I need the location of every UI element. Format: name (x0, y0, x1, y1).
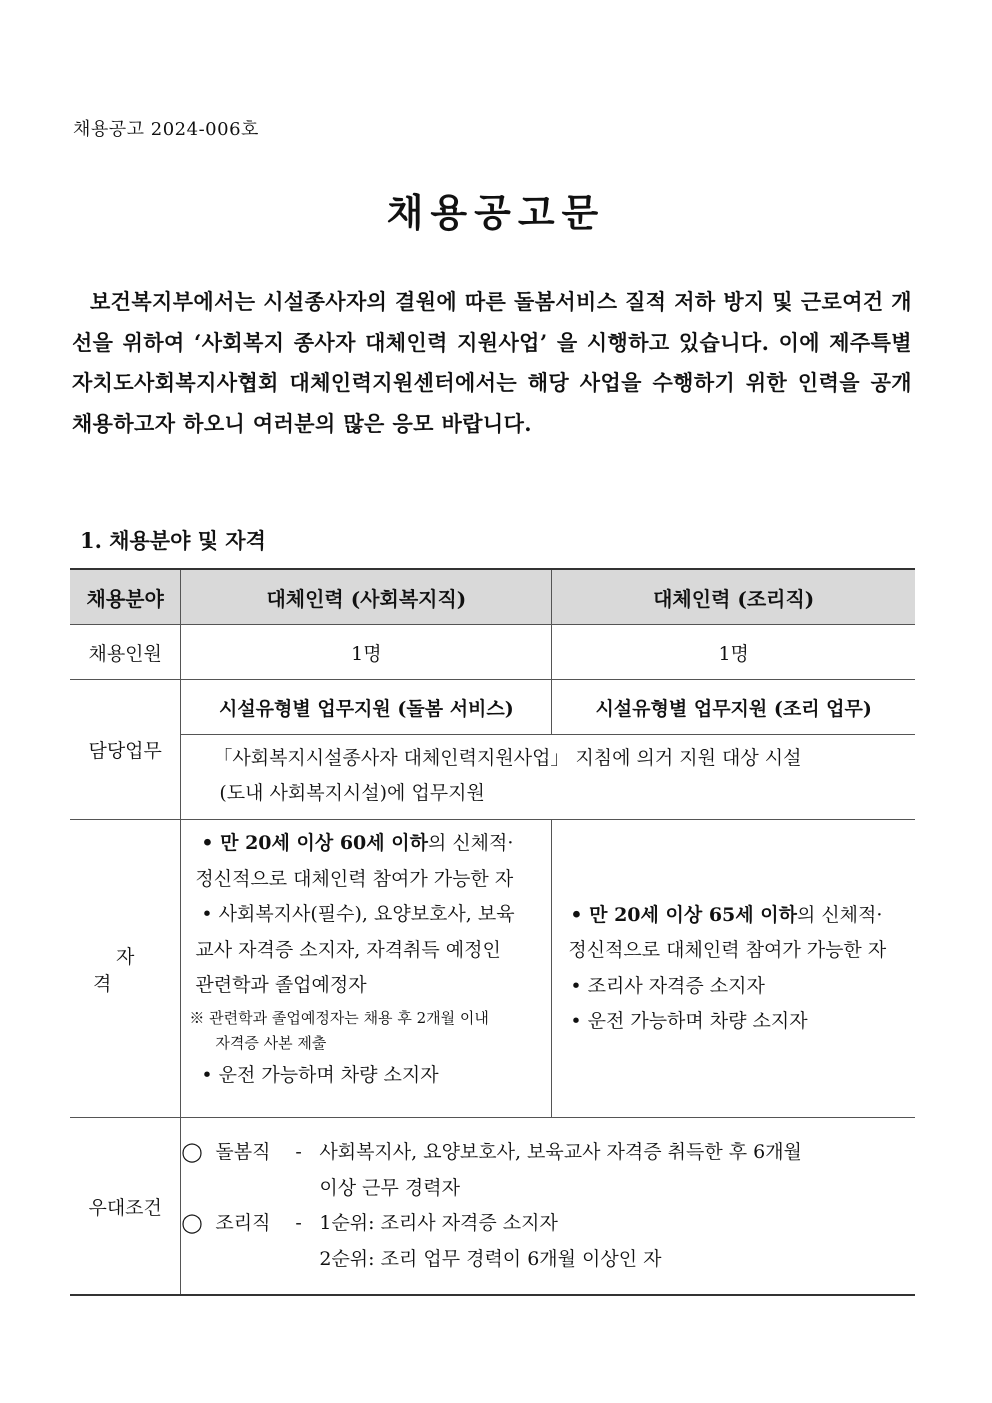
qual-sw-item2-line1: • 사회복지사(필수), 요양보호사, 보육 (201, 903, 515, 925)
duties-description-line1: 「사회복지시설종사자 대체인력지원사업」 지침에 의거 지원 대상 시설 (213, 747, 802, 769)
duties-description-row (70, 735, 915, 820)
notice-number: 채용공고 2024-006호 (73, 119, 259, 140)
qual-cook-item1-line2: 정신적으로 대체인력 참여가 가능한 자 (568, 939, 887, 961)
preference-cook-line2: 2순위: 조리 업무 경력이 6개월 이상인 자 (319, 1247, 662, 1270)
preference-cook (181, 1206, 915, 1277)
qual-sw-note-line1: ※ 관련학과 졸업예정자는 채용 후 2개월 이내 (189, 1008, 489, 1027)
recruitment-table (70, 568, 915, 1296)
qualification-social-welfare (181, 820, 552, 1118)
duties-cook: 시설유형별 업무지원 (조리 업무) (552, 680, 915, 735)
qual-sw-age: • 만 20세 이상 60세 이하 (201, 832, 428, 854)
header-social-welfare: 대체인력 (사회복지직) (181, 569, 552, 625)
duties-description (181, 735, 915, 820)
preference-care-line1: 사회복지사, 요양보호사, 보육교사 자격증 취득한 후 6개월 (319, 1141, 802, 1163)
preference-cook-line1: 1순위: 조리사 자격증 소지자 (319, 1212, 558, 1234)
qualification-cook (552, 820, 915, 1118)
header-label: 채용분야 (70, 569, 181, 625)
table-header-row (70, 569, 915, 625)
qual-sw-note (189, 1006, 543, 1056)
intro-paragraph (72, 282, 912, 444)
qualification-row (70, 820, 915, 1118)
qual-sw-item3: • 운전 가능하며 차량 소지자 (201, 1063, 439, 1086)
preference-care-dash: - (295, 1141, 302, 1163)
qual-sw-item1 (195, 826, 543, 862)
qual-cook-age: • 만 20세 이상 65세 이하 (570, 903, 797, 926)
preference-care-content (319, 1135, 915, 1206)
section-heading-recruit: 1. 채용분야 및 자격 (80, 528, 266, 553)
preference-cook-dash: - (295, 1212, 302, 1234)
qual-cook-item1 (568, 898, 907, 934)
qual-cook-item3: • 운전 가능하며 차량 소지자 (570, 1010, 808, 1032)
preference-care-term: 돌봄직 (215, 1141, 271, 1163)
preference-row (70, 1118, 915, 1296)
preference-label: 우대조건 (70, 1118, 181, 1296)
qualification-label-text: 자 격 (93, 945, 181, 995)
circle-bullet-icon: ◯ (181, 1212, 203, 1234)
duties-social-welfare: 시설유형별 업무지원 (돌봄 서비스) (181, 680, 552, 735)
qualification-label (70, 820, 181, 1118)
qual-sw-item2-line2: 교사 자격증 소지자, 자격취득 예정인 (195, 938, 501, 961)
preference-care-line2: 이상 근무 경력자 (319, 1176, 460, 1199)
qual-sw-age-rest: 의 신체적· (427, 832, 514, 854)
headcount-label: 채용인원 (70, 625, 181, 680)
headcount-row (70, 625, 915, 680)
duties-head-row (70, 680, 915, 735)
headcount-cook: 1명 (552, 625, 915, 680)
duties-description-line2: (도내 사회복지시설)에 업무지원 (219, 782, 485, 804)
page-title: 채용공고문 (386, 191, 606, 235)
intro-text: 보건복지부에서는 시설종사자의 결원에 따른 돌봄서비스 질적 저하 방지 및 근로여건 개선을 위하여 ‘사회복지 종사자 대체인력 지원사업’ 을 시행하고 있습니다. 이에 제주특별자치도사회복지사협회 대체인력지원센터에서는 해당 사업을 수행하기 위한 인력을 공개 채용하고자 하오니 여러분의 많은 응모 바랍니다. (72, 289, 912, 436)
preference-care (181, 1135, 915, 1206)
preference-cook-term: 조리직 (215, 1212, 271, 1234)
qual-sw-note-line2: 자격증 사본 제출 (215, 1033, 327, 1052)
preference-cook-content (319, 1206, 915, 1277)
qual-cook-item2: • 조리사 자격증 소지자 (570, 974, 765, 997)
circle-bullet-icon: ◯ (181, 1141, 203, 1163)
qual-sw-item2-line3: 관련학과 졸업예정자 (195, 974, 367, 996)
headcount-social-welfare: 1명 (181, 625, 552, 680)
preference-content (181, 1118, 915, 1296)
qual-cook-age-rest: 의 신체적· (796, 903, 883, 926)
header-cook: 대체인력 (조리직) (552, 569, 915, 625)
duties-label: 담당업무 (70, 680, 181, 820)
qual-sw-item1-line2: 정신적으로 대체인력 참여가 가능한 자 (195, 867, 514, 890)
